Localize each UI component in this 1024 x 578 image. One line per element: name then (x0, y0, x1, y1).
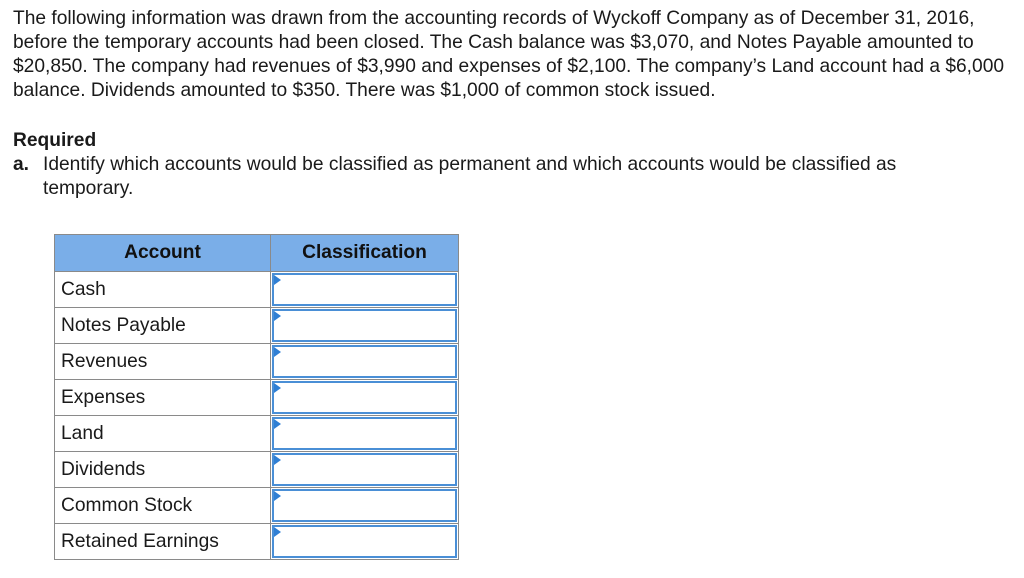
table-row (55, 344, 459, 380)
dropdown-indicator-icon (274, 527, 281, 537)
classification-cell (271, 272, 459, 308)
dropdown-indicator-icon (274, 455, 281, 465)
classification-cell (271, 452, 459, 488)
question-a (13, 153, 1013, 201)
classification-table (54, 234, 459, 560)
classification-cell (271, 416, 459, 452)
account-name-dividends: Dividends (55, 452, 271, 488)
account-name-notes-payable: Notes Payable (55, 308, 271, 344)
dropdown-indicator-icon (274, 419, 281, 429)
table-row (55, 272, 459, 308)
dropdown-indicator-icon (274, 491, 281, 501)
classification-dropdown-dividends[interactable] (272, 453, 457, 486)
table-row (55, 380, 459, 416)
dropdown-indicator-icon (274, 383, 281, 393)
classification-dropdown-retained-earnings[interactable] (272, 525, 457, 558)
dropdown-indicator-icon (274, 347, 281, 357)
table-row (55, 488, 459, 524)
account-column-header: Account (55, 235, 271, 272)
table-row (55, 416, 459, 452)
classification-cell (271, 488, 459, 524)
classification-cell (271, 344, 459, 380)
classification-dropdown-expenses[interactable] (272, 381, 457, 414)
classification-dropdown-notes-payable[interactable] (272, 309, 457, 342)
problem-intro: The following information was drawn from the accounting records of Wyckoff Company as of December 31, 2016, before the temporary accounts had been closed. The Cash balance was $3,070, and Notes Payable amounted to $20,850. The company had revenues of $3,990 and expenses of $2,100. The company’s Land account had a $6,000 balance. Dividends amounted to $350. There was $1,000 of common stock issued. (13, 8, 1005, 101)
dropdown-indicator-icon (274, 275, 281, 285)
table-header-row (55, 235, 459, 272)
classification-column-header: Classification (271, 235, 459, 272)
table-row (55, 308, 459, 344)
account-name-common-stock: Common Stock (55, 488, 271, 524)
classification-cell (271, 524, 459, 560)
account-name-revenues: Revenues (55, 344, 271, 380)
question-text: Identify which accounts would be classified as permanent and which accounts would be classified as temporary. (43, 154, 897, 199)
table-row (55, 524, 459, 560)
account-name-retained-earnings: Retained Earnings (55, 524, 271, 560)
classification-dropdown-land[interactable] (272, 417, 457, 450)
classification-dropdown-common-stock[interactable] (272, 489, 457, 522)
required-heading: Required (13, 130, 97, 151)
account-name-land: Land (55, 416, 271, 452)
classification-dropdown-cash[interactable] (272, 273, 457, 306)
account-name-expenses: Expenses (55, 380, 271, 416)
classification-cell (271, 308, 459, 344)
table-row (55, 452, 459, 488)
classification-cell (271, 380, 459, 416)
account-name-cash: Cash (55, 272, 271, 308)
question-letter: a. (13, 154, 30, 175)
dropdown-indicator-icon (274, 311, 281, 321)
classification-dropdown-revenues[interactable] (272, 345, 457, 378)
